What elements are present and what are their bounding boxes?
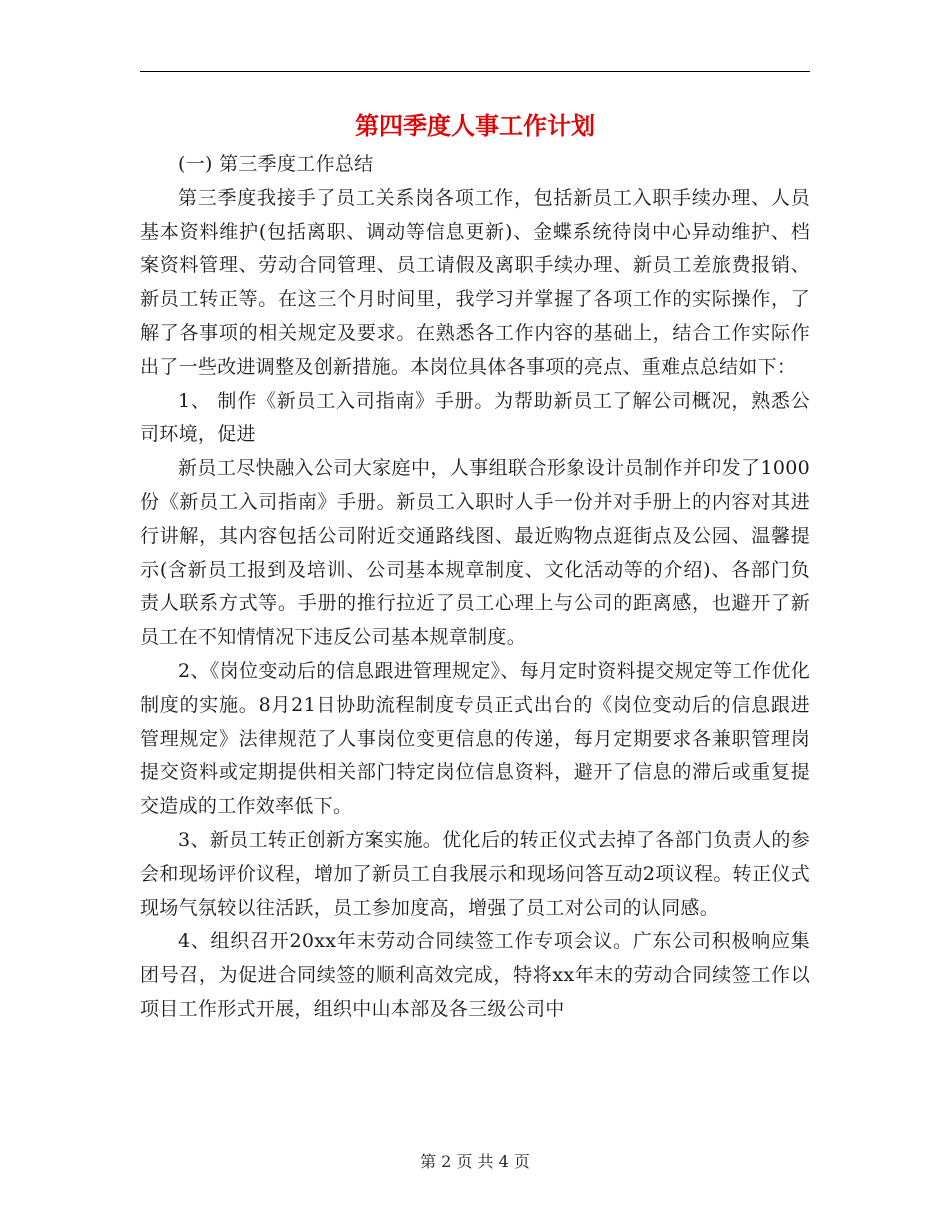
document-body (140, 148, 810, 1027)
body-paragraph: 新员工尽快融入公司大家庭中，人事组联合形象设计员制作并印发了1000份《新员工入司指南》手册。新员工入职时人手一份并对手册上的内容对其进行讲解，其内容包括公司附近交通路线图、最近购物点逛街点及公园、温馨提示(含新员工报到及培训、公司基本规章制度、文化活动等的介绍)、各部门负责人联系方式等。手册的推行拉近了员工心理上与公司的距离感，也避开了新员工在不知情情况下违反公司基本规章制度。 (140, 457, 810, 649)
document-title: 第四季度人事工作计划 (355, 111, 595, 140)
section-heading: (一) 第三季度工作总结 (178, 153, 374, 175)
header-rule (140, 71, 810, 72)
body-paragraph: 第三季度我接手了员工关系岗各项工作，包括新员工入职手续办理、人员基本资料维护(包括离职、调动等信息更新)、金蝶系统待岗中心异动维护、档案资料管理、劳动合同管理、员工请假及离职手续办理、新员工差旅费报销、新员工转正等。在这三个月时间里，我学习并掌握了各项工作的实际操作，了解了各事项的相关规定及要求。在熟悉各工作内容的基础上，结合工作实际作出了一些改进调整及创新措施。本岗位具体各事项的亮点、重难点总结如下： (140, 186, 810, 378)
body-paragraph: 4、组织召开20xx年末劳动合同续签工作专项会议。广东公司积极响应集团号召，为促进合同续签的顺利高效完成，特将xx年末的劳动合同续签工作以项目工作形式开展，组织中山本部及各三级公司中 (140, 930, 810, 1020)
body-paragraph: 1、 制作《新员工入司指南》手册。为帮助新员工了解公司概况，熟悉公司环境，促进 (140, 389, 810, 446)
body-paragraph: 2、《岗位变动后的信息跟进管理规定》、每月定时资料提交规定等工作优化制度的实施。8月21日协助流程制度专员正式出台的《岗位变动后的信息跟进管理规定》法律规范了人事岗位变更信息的传递，每月定期要求各兼职管理岗提交资料或定期提供相关部门特定岗位信息资料，避开了信息的滞后或重复提交造成的工作效率低下。 (140, 659, 810, 818)
body-paragraph: 3、新员工转正创新方案实施。优化后的转正仪式去掉了各部门负责人的参会和现场评价议程，增加了新员工自我展示和现场问答互动2项议程。转正仪式现场气氛较以往活跃，员工参加度高，增强了员工对公司的认同感。 (140, 828, 810, 919)
page-number: 第 2 页 共 4 页 (420, 1152, 530, 1171)
